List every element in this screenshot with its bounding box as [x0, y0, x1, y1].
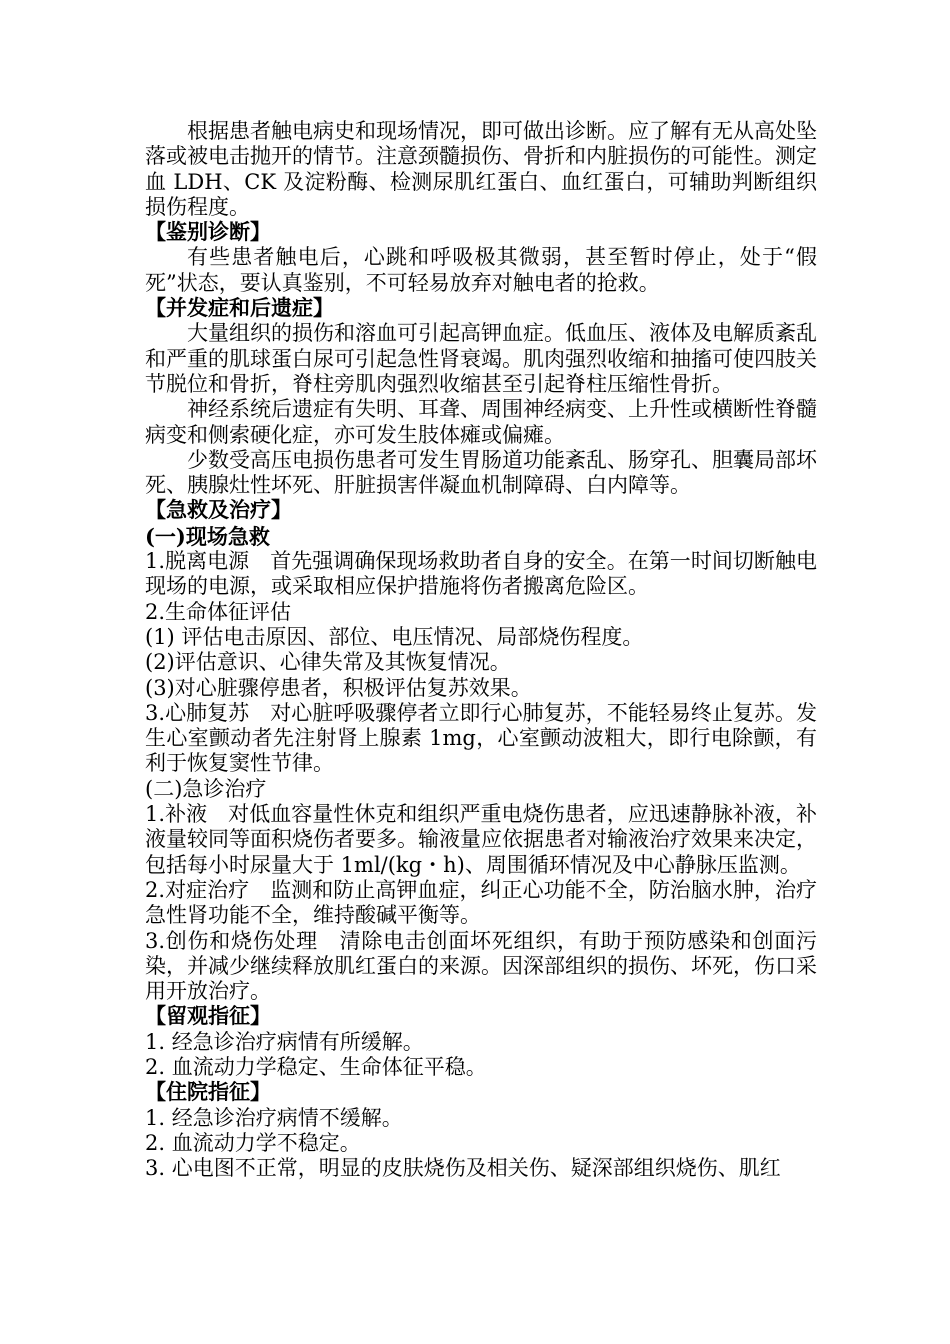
treatment-item: 3.心肺复苏 对心脏呼吸骤停者立即行心肺复苏，不能轻易终止复苏。发生心室颤动者先注射肾上腺素 1mg，心室颤动波粗大，即行电除颤，有利于恢复窦性节律。	[145, 700, 817, 776]
complications-paragraph: 大量组织的损伤和溶血可引起高钾血症。低血压、液体及电解质紊乱和严重的肌球蛋白尿可引起急性肾衰竭。肌肉强烈收缩和抽搐可使四肢关节脱位和骨折，脊柱旁肌肉强烈收缩甚至引起脊柱压缩性骨折。	[145, 321, 817, 396]
treatment-item: (3)对心脏骤停患者，积极评估复苏效果。	[145, 675, 532, 700]
differential-paragraph: 有些患者触电后，心跳和呼吸极其微弱，甚至暂时停止，处于“假死”状态，要认真鉴别，不可轻易放弃对触电者的抢救。	[145, 245, 817, 295]
treatment-item: 2.对症治疗 监测和防止高钾血症，纠正心功能不全，防治脑水肿，治疗急性肾功能不全，维持酸碱平衡等。	[145, 877, 817, 928]
complications-paragraph: 少数受高压电损伤患者可发生胃肠道功能紊乱、肠穿孔、胆囊局部坏死、胰腺灶性坏死、肝脏损害伴凝血机制障碍、白内障等。	[145, 447, 817, 498]
treatment-item: (1) 评估电击原因、部位、电压情况、局部烧伤程度。	[145, 624, 644, 649]
complications-paragraph: 神经系统后遗症有失明、耳聋、周围神经病变、上升性或横断性脊髓病变和侧索硬化症，亦可发生肢体瘫或偏瘫。	[145, 397, 817, 447]
observation-item: 1. 经急诊治疗病情有所缓解。	[145, 1029, 424, 1054]
admission-item: 1. 经急诊治疗病情不缓解。	[145, 1105, 403, 1130]
document-page	[145, 119, 817, 1181]
complications-heading: 【并发症和后遗症】	[145, 296, 334, 321]
diagnosis-paragraph: 根据患者触电病史和现场情况，即可做出诊断。应了解有无从高处坠落或被电击抛开的情节。注意颈髓损伤、骨折和内脏损伤的可能性。测定血 LDH、CK 及淀粉酶、检测尿肌红蛋白、血红蛋白，可辅助判断组织损伤程度。	[145, 119, 817, 219]
treatment-item: 2.生命体征评估	[145, 599, 292, 624]
admission-item: 2. 血流动力学不稳定。	[145, 1130, 361, 1155]
observation-item: 2. 血流动力学稳定、生命体征平稳。	[145, 1054, 487, 1079]
admission-heading: 【住院指征】	[145, 1080, 271, 1105]
admission-item: 3. 心电图不正常，明显的皮肤烧伤及相关伤、疑深部组织烧伤、肌红	[145, 1156, 781, 1181]
treatment-item: 1.脱离电源 首先强调确保现场救助者自身的安全。在第一时间切断触电现场的电源，或采取相应保护措施将伤者搬离危险区。	[145, 549, 817, 599]
observation-heading: 【留观指征】	[145, 1004, 271, 1029]
treatment-subheading: (二)急诊治疗	[145, 776, 267, 801]
treatment-item: 3.创伤和烧伤处理 清除电击创面坏死组织，有助于预防感染和创面污染，并减少继续释放肌红蛋白的来源。因深部组织的损伤、坏死，伤口采用开放治疗。	[145, 928, 817, 1004]
treatment-item: (2)评估意识、心律失常及其恢复情况。	[145, 650, 511, 675]
differential-heading: 【鉴别诊断】	[145, 220, 271, 245]
treatment-subheading: (一)现场急救	[145, 523, 270, 549]
treatment-heading: 【急救及治疗】	[145, 498, 292, 523]
treatment-item: 1.补液 对低血容量性休克和组织严重电烧伤患者，应迅速静脉补液，补液量较同等面积烧伤者要多。输液量应依据患者对输液治疗效果来决定，包括每小时尿量大于 1ml/(kg・h)、周围循环情况及中心静脉压监测。	[145, 802, 817, 877]
